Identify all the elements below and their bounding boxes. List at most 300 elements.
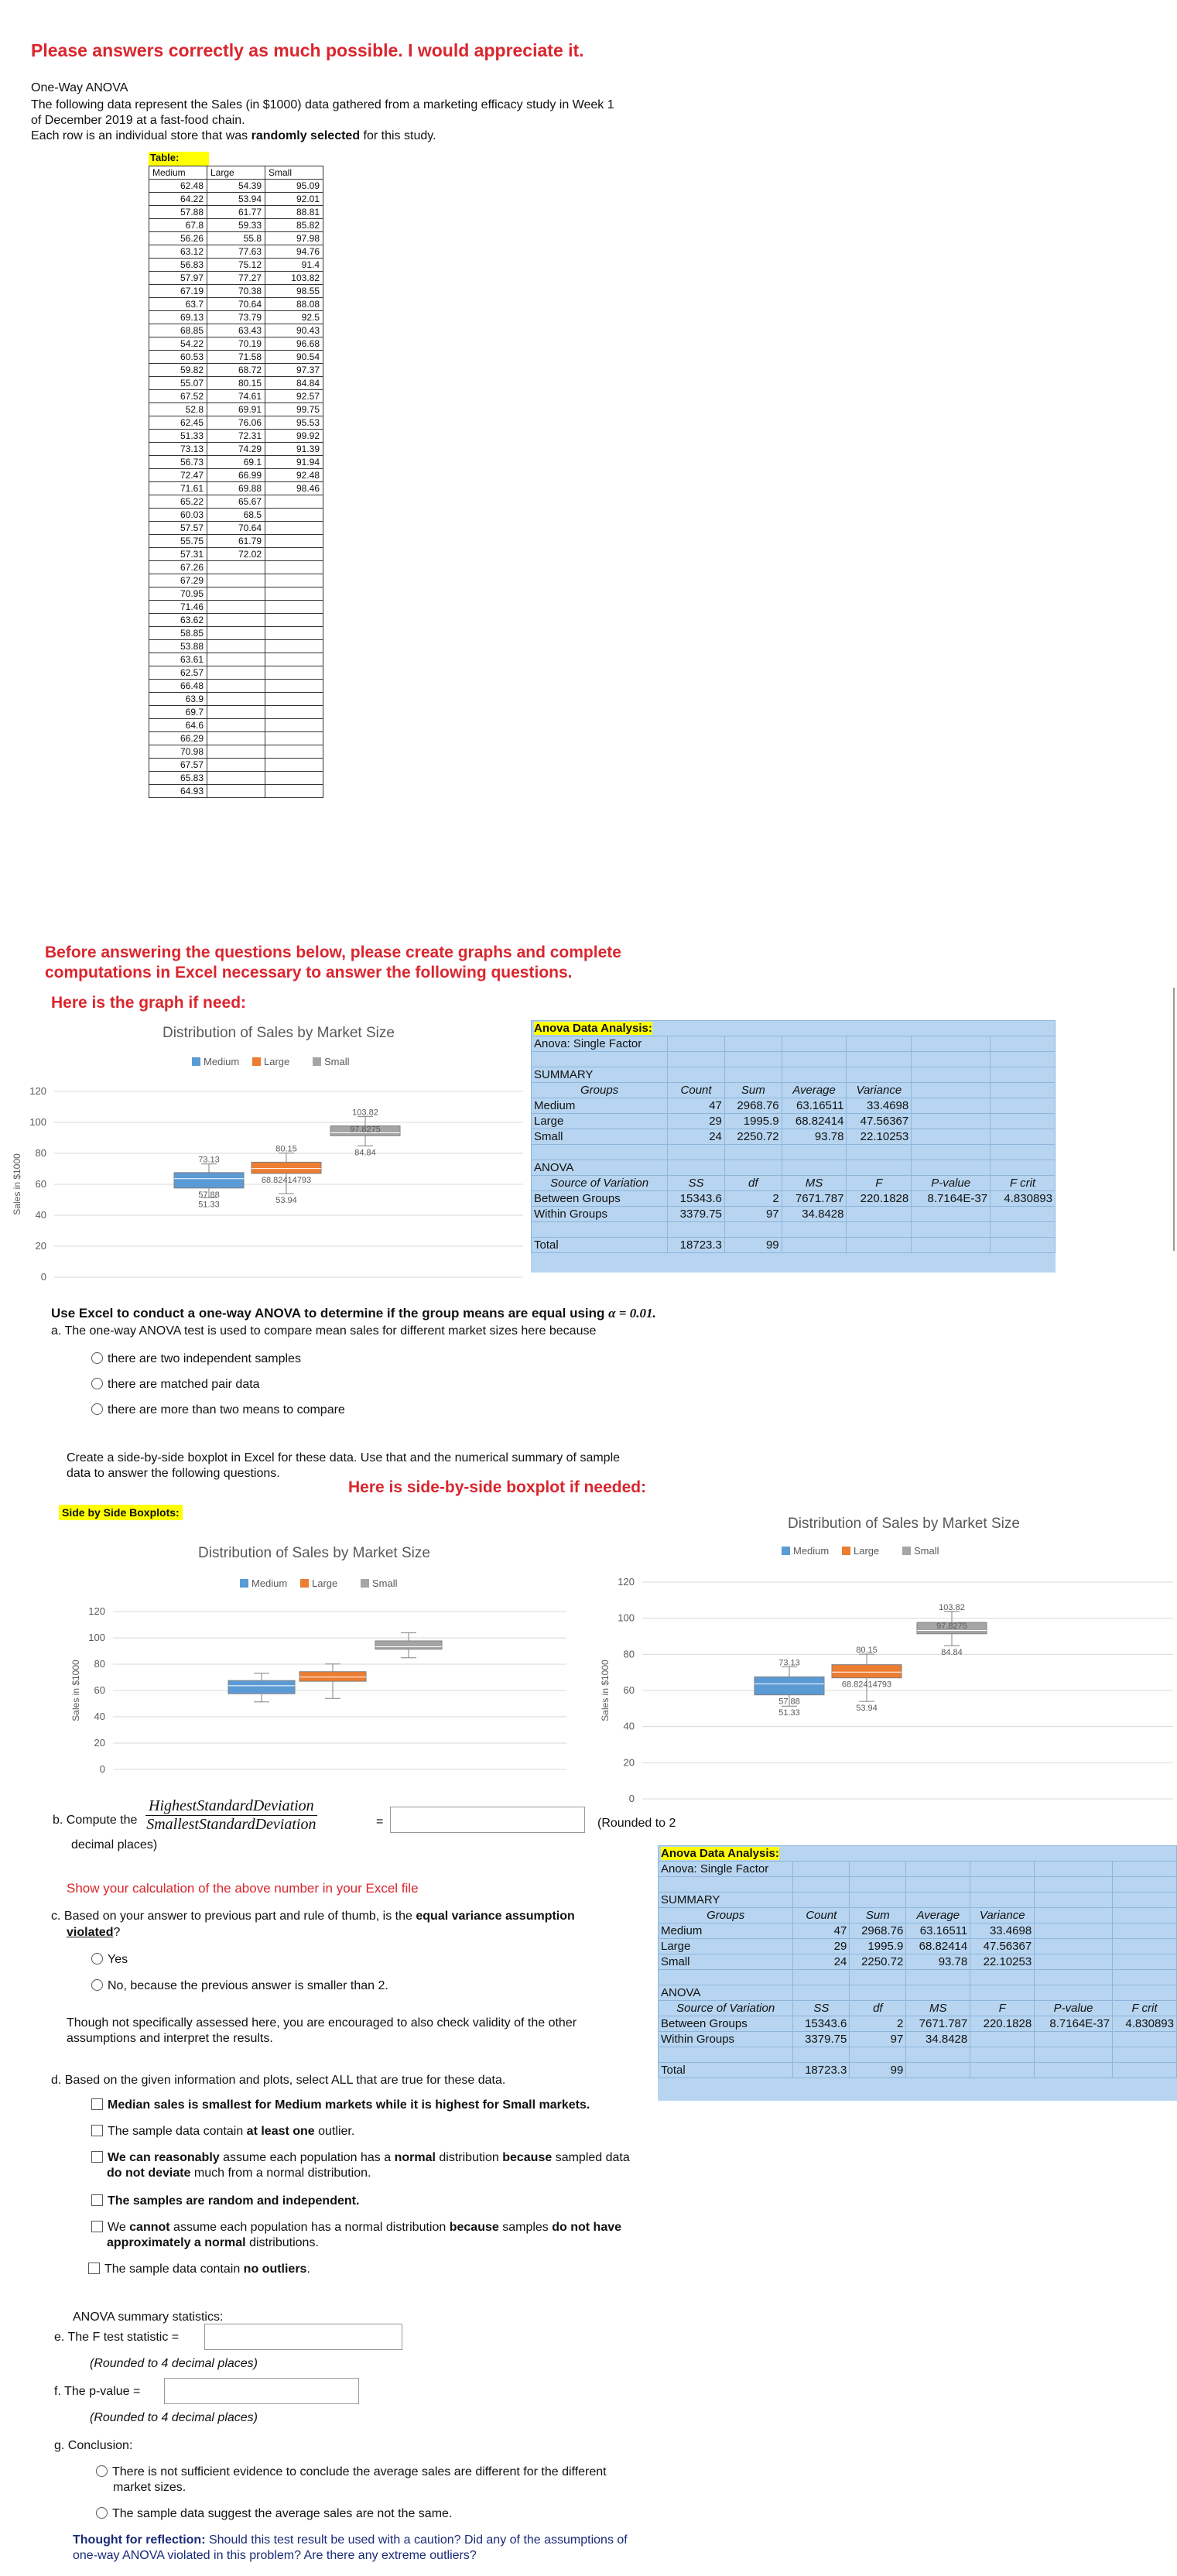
table-row (149, 456, 323, 469)
table-row (149, 430, 323, 443)
a-option-3[interactable]: there are more than two means to compare (91, 1403, 345, 1418)
table-row (149, 785, 323, 798)
anova-cell (1035, 2032, 1113, 2047)
anova-cell: F (970, 2001, 1035, 2016)
y-tick-label: 120 (618, 1576, 635, 1588)
anova-cell: 220.1828 (847, 1191, 912, 1207)
anova-cell: 22.10253 (847, 1129, 912, 1145)
anova-row (532, 1052, 1056, 1067)
d-option-5-cont: approximately a normal distributions. (107, 2236, 319, 2249)
table-row (149, 403, 323, 416)
checkbox-icon[interactable] (88, 2263, 100, 2274)
radio-icon[interactable] (91, 1953, 103, 1965)
table-row (149, 772, 323, 785)
table-cell: 80.15 (207, 377, 265, 390)
table-cell: 67.19 (149, 285, 207, 298)
box-medium (228, 1680, 295, 1694)
table-cell: 61.77 (207, 206, 265, 219)
table-cell: 57.88 (149, 206, 207, 219)
table-cell: 76.06 (207, 416, 265, 430)
table-cell: 55.75 (149, 535, 207, 548)
y-axis-label: Sales in $1000 (600, 1660, 611, 1721)
checkbox-icon[interactable] (91, 2098, 103, 2110)
anova-cell (1113, 2063, 1177, 2078)
table-cell: 74.29 (207, 443, 265, 456)
table-row (149, 324, 323, 337)
table-cell: 94.76 (265, 245, 323, 259)
table-cell: 65.22 (149, 495, 207, 509)
table-cell: 59.82 (149, 364, 207, 377)
table-header: Small (265, 166, 323, 180)
d-option-3-cont: do not deviate much from a normal distribution. (107, 2167, 371, 2180)
table-cell: 54.22 (149, 337, 207, 351)
table-cell: 61.79 (207, 535, 265, 548)
a-option-2[interactable]: there are matched pair data (91, 1377, 260, 1392)
anova-cell (1113, 1893, 1177, 1908)
table-cell (207, 706, 265, 719)
table-cell: 74.61 (207, 390, 265, 403)
anova-row (659, 1939, 1177, 1954)
y-tick-label: 100 (29, 1116, 46, 1128)
anova-cell (970, 1862, 1035, 1877)
anova-cell: Sum (850, 1908, 906, 1923)
anova-cell (991, 1207, 1056, 1222)
table-cell: 67.57 (149, 759, 207, 772)
table-row (149, 232, 323, 245)
table-row (149, 482, 323, 495)
table-cell (265, 640, 323, 653)
anova-cell (991, 1114, 1056, 1129)
checkbox-icon[interactable] (91, 2194, 103, 2206)
equals-sign: = (376, 1815, 384, 1828)
question-c: c. Based on your answer to previous part and rule of thumb, is the equal variance assumption (51, 1910, 575, 1923)
anova-cell: 29 (793, 1939, 850, 1954)
legend-swatch (902, 1547, 911, 1555)
anova-cell: Small (659, 1954, 793, 1970)
anova-cell: 47.56367 (847, 1114, 912, 1129)
table-cell: 68.72 (207, 364, 265, 377)
table-cell: 62.57 (149, 666, 207, 680)
c-option-yes[interactable]: Yes (91, 1952, 128, 1968)
box-large (299, 1672, 366, 1681)
table-cell (265, 522, 323, 535)
anova-cell (970, 2032, 1035, 2047)
anova-cell: 7671.787 (782, 1191, 847, 1207)
radio-icon[interactable] (91, 1378, 103, 1389)
legend-swatch (192, 1057, 200, 1066)
anova-cell: Small (532, 1129, 668, 1145)
box-large (832, 1665, 902, 1678)
table-row (149, 351, 323, 364)
table-header: Medium (149, 166, 207, 180)
table-cell: 91.4 (265, 259, 323, 272)
anova-cell (970, 1985, 1035, 2001)
table-row (149, 745, 323, 759)
table-row (149, 509, 323, 522)
table-cell: 88.81 (265, 206, 323, 219)
anova-row (532, 1176, 1056, 1191)
intro-line-1: The following data represent the Sales (in $1000) data gathered from a marketing efficacy study in Week 1 (31, 98, 614, 111)
anova-row (659, 2063, 1177, 2078)
anova-row (532, 1114, 1056, 1129)
f-statistic-input[interactable] (204, 2324, 402, 2350)
anova-cell: 99 (850, 2063, 906, 2078)
table-row (149, 416, 323, 430)
anova-cell: Between Groups (532, 1191, 668, 1207)
anova-cell (793, 1893, 850, 1908)
data-label: 84.84 (941, 1648, 963, 1658)
anova-row (659, 1908, 1177, 1923)
intro-line-2: of December 2019 at a fast-food chain. (31, 114, 245, 127)
table-header: Large (207, 166, 265, 180)
radio-icon[interactable] (91, 1352, 103, 1364)
f-rounded: (Rounded to 4 decimal places) (90, 2411, 258, 2424)
table-label: Table: (149, 152, 209, 166)
anova-cell (659, 1970, 793, 1985)
table-cell: 77.27 (207, 272, 265, 285)
legend-label: Large (854, 1545, 880, 1557)
radio-icon[interactable] (91, 1979, 103, 1991)
table-cell: 91.39 (265, 443, 323, 456)
chart-title: Distribution of Sales by Market Size (163, 1025, 395, 1041)
anova-cell (847, 1238, 912, 1253)
anova-row (532, 1083, 1056, 1098)
table-cell: 65.67 (207, 495, 265, 509)
table-cell (265, 785, 323, 798)
anova-cell (906, 1893, 970, 1908)
table-cell: 72.47 (149, 469, 207, 482)
anova-cell: Within Groups (659, 2032, 793, 2047)
anova-cell: Within Groups (532, 1207, 668, 1222)
table-cell: 57.97 (149, 272, 207, 285)
anova-cell: MS (906, 2001, 970, 2016)
anova-row (532, 1191, 1056, 1207)
table-cell: 67.29 (149, 574, 207, 587)
table-cell: 71.58 (207, 351, 265, 364)
anova-cell (1035, 2063, 1113, 2078)
data-label: 80.15 (856, 1645, 878, 1655)
anova-cell (912, 1114, 991, 1129)
anova-cell: 97 (850, 2032, 906, 2047)
d-option-3[interactable]: We can reasonably assume each population has a normal distribution because sampled data (91, 2150, 630, 2166)
table-cell: 75.12 (207, 259, 265, 272)
anova-cell (991, 1238, 1056, 1253)
anova-cell: SUMMARY (659, 1893, 793, 1908)
anova-cell (724, 1067, 782, 1083)
table-cell: 54.39 (207, 180, 265, 193)
table-cell: 64.22 (149, 193, 207, 206)
table-cell: 70.95 (149, 587, 207, 601)
data-label: 103.82 (352, 1108, 378, 1118)
anova-cell: SS (793, 2001, 850, 2016)
boxplot-instr-1: Create a side-by-side boxplot in Excel for these data. Use that and the numerical summary of sample (67, 1451, 621, 1464)
table-cell (265, 614, 323, 627)
anova-cell: Source of Variation (659, 2001, 793, 2016)
g-option-2[interactable]: The sample data suggest the average sales are not the same. (96, 2506, 452, 2522)
anova-cell: 47.56367 (970, 1939, 1035, 1954)
table-cell (207, 653, 265, 666)
anova-cell: Medium (532, 1098, 668, 1114)
table-cell (265, 587, 323, 601)
y-axis-label: Sales in $1000 (70, 1660, 81, 1721)
table-cell: 68.85 (149, 324, 207, 337)
table-cell: 73.79 (207, 311, 265, 324)
anova-cell: Variance (847, 1083, 912, 1098)
show-calc-note: Show your calculation of the above number in your Excel file (67, 1881, 419, 1896)
anova-cell (532, 1145, 668, 1160)
anova-cell: 34.8428 (906, 2032, 970, 2047)
data-table (149, 166, 323, 798)
anova-row (659, 1893, 1177, 1908)
table-cell (265, 653, 323, 666)
table-cell (265, 627, 323, 640)
checkbox-icon[interactable] (91, 2151, 103, 2163)
a-option-1[interactable]: there are two independent samples (91, 1351, 301, 1367)
anova-cell (782, 1160, 847, 1176)
table-cell: 99.75 (265, 403, 323, 416)
table-row (149, 337, 323, 351)
anova-cell: F crit (991, 1176, 1056, 1191)
y-tick-label: 0 (99, 1763, 105, 1775)
d-option-2[interactable]: The sample data contain at least one outlier. (91, 2124, 354, 2139)
anova-cell (668, 1036, 725, 1052)
checkbox-icon[interactable] (91, 2125, 103, 2136)
table-cell: 98.46 (265, 482, 323, 495)
radio-icon[interactable] (91, 1403, 103, 1415)
anova-cell (793, 2047, 850, 2063)
anova-cell: Total (659, 2063, 793, 2078)
anova-cell (1035, 2047, 1113, 2063)
table-cell (207, 614, 265, 627)
table-cell: 67.26 (149, 561, 207, 574)
data-label: 97.8275 (936, 1622, 967, 1632)
anova-cell (1035, 1970, 1113, 1985)
y-tick-label: 40 (623, 1720, 635, 1732)
table-row (149, 574, 323, 587)
table-cell: 85.82 (265, 219, 323, 232)
table-row (149, 693, 323, 706)
table-cell: 69.7 (149, 706, 207, 719)
table-cell: 103.82 (265, 272, 323, 285)
anova-row (659, 2047, 1177, 2063)
anova-cell: 68.82414 (782, 1114, 847, 1129)
anova-cell (991, 1222, 1056, 1238)
anova-cell: 34.8428 (782, 1207, 847, 1222)
anova-cell (970, 1877, 1035, 1893)
table-cell: 92.57 (265, 390, 323, 403)
anova-cell (793, 1877, 850, 1893)
g-option-1[interactable]: There is not sufficient evidence to conclude the average sales are different for the different (96, 2465, 607, 2480)
anova-cell (724, 1036, 782, 1052)
anova-cell (668, 1052, 725, 1067)
table-cell: 56.26 (149, 232, 207, 245)
y-tick-label: 20 (94, 1737, 105, 1749)
anova-cell: MS (782, 1176, 847, 1191)
p-value-input[interactable] (164, 2378, 359, 2404)
anova-cell: Anova: Single Factor (532, 1036, 668, 1052)
table-cell: 95.53 (265, 416, 323, 430)
y-tick-label: 0 (628, 1793, 635, 1804)
anova-cell (724, 1222, 782, 1238)
checkbox-icon[interactable] (91, 2221, 103, 2232)
anova-cell: 24 (793, 1954, 850, 1970)
anova-cell (850, 1877, 906, 1893)
anova-cell (724, 1145, 782, 1160)
g-option-1-cont: market sizes. (113, 2481, 186, 2494)
b-rounded: (Rounded to 2 (597, 1817, 676, 1830)
y-tick-label: 40 (94, 1711, 105, 1722)
table-row (149, 706, 323, 719)
table-cell (265, 561, 323, 574)
anova-cell: 15343.6 (668, 1191, 725, 1207)
y-tick-label: 60 (35, 1178, 46, 1190)
anova-row (532, 1238, 1056, 1253)
data-label: 97.8275 (350, 1125, 381, 1135)
legend-swatch (782, 1547, 790, 1555)
anova-row (532, 1207, 1056, 1222)
anova-cell: 3379.75 (668, 1207, 725, 1222)
anova-cell: 1995.9 (724, 1114, 782, 1129)
table-row (149, 298, 323, 311)
boxplot-note: Here is side-by-side boxplot if needed: (348, 1478, 647, 1496)
table-cell (265, 535, 323, 548)
anova-row (659, 1862, 1177, 1877)
page-title: Please answers correctly as much possible. I would appreciate it. (31, 40, 584, 60)
table-cell (207, 627, 265, 640)
anova-cell (1035, 1877, 1113, 1893)
table-row (149, 364, 323, 377)
table-cell: 63.12 (149, 245, 207, 259)
anova-cell (847, 1145, 912, 1160)
table-cell: 72.31 (207, 430, 265, 443)
anova-cell: 220.1828 (970, 2016, 1035, 2032)
table-cell: 60.53 (149, 351, 207, 364)
data-label: 51.33 (778, 1708, 800, 1718)
d-option-4[interactable]: The samples are random and independent. (91, 2194, 359, 2209)
table-cell (265, 574, 323, 587)
legend-swatch (252, 1057, 261, 1066)
y-tick-label: 120 (88, 1605, 105, 1617)
legend-swatch (240, 1579, 248, 1588)
question-d: d. Based on the given information and plots, select ALL that are true for these data. (51, 2074, 506, 2087)
boxplot-instr-2: data to answer the following questions. (67, 1467, 280, 1480)
anova-cell: 63.16511 (782, 1098, 847, 1114)
anova-cell (1113, 2032, 1177, 2047)
data-label: 68.82414793 (841, 1680, 892, 1690)
anova-cell: Groups (532, 1083, 668, 1098)
anova-row (659, 1954, 1177, 1970)
anova-cell (912, 1238, 991, 1253)
table-cell: 66.99 (207, 469, 265, 482)
before-note-2: computations in Excel necessary to answer the following questions. (45, 964, 573, 981)
d-option-5[interactable]: We cannot assume each population has a normal distribution because samples do not have (91, 2220, 621, 2235)
anova-cell: Large (532, 1114, 668, 1129)
anova-cell (724, 1160, 782, 1176)
anova-cell: Average (782, 1083, 847, 1098)
table-cell: 84.84 (265, 377, 323, 390)
table-cell: 90.43 (265, 324, 323, 337)
anova-cell (906, 1985, 970, 2001)
anova-cell (850, 2047, 906, 2063)
anova-title: Anova Data Analysis: (534, 1022, 652, 1035)
table-row (149, 561, 323, 574)
table-cell: 92.48 (265, 469, 323, 482)
anova-cell: df (850, 2001, 906, 2016)
anova-cell: 68.82414 (906, 1939, 970, 1954)
y-tick-label: 80 (623, 1648, 635, 1660)
table-cell: 56.73 (149, 456, 207, 469)
anova-cell: 18723.3 (793, 2063, 850, 2078)
question-e: e. The F test statistic = (54, 2331, 180, 2344)
legend-swatch (300, 1579, 309, 1588)
table-cell: 97.98 (265, 232, 323, 245)
anova-cell: 7671.787 (906, 2016, 970, 2032)
anova-cell: 2 (724, 1191, 782, 1207)
table-cell: 95.09 (265, 180, 323, 193)
table-cell (265, 666, 323, 680)
d-option-6[interactable]: The sample data contain no outliers. (88, 2262, 310, 2277)
data-label: 80.15 (275, 1144, 297, 1154)
anova-cell (1035, 1893, 1113, 1908)
y-tick-label: 60 (94, 1684, 105, 1696)
anova-cell: SS (668, 1176, 725, 1191)
anova-cell: ANOVA (532, 1160, 668, 1176)
anova-cell (532, 1222, 668, 1238)
anova-cell (912, 1145, 991, 1160)
scrollbar[interactable] (1173, 988, 1175, 1251)
anova-cell: P-value (1035, 2001, 1113, 2016)
anova-cell: 2968.76 (724, 1098, 782, 1114)
y-tick-label: 100 (618, 1612, 635, 1624)
sd-ratio-fraction: HighestStandardDeviation SmallestStandardDeviation (146, 1797, 316, 1833)
anova-cell: 22.10253 (970, 1954, 1035, 1970)
legend-label: Small (372, 1577, 398, 1589)
anova-cell (912, 1222, 991, 1238)
table-cell: 73.13 (149, 443, 207, 456)
table-cell (207, 640, 265, 653)
table-row (149, 522, 323, 535)
anova-cell: Medium (659, 1923, 793, 1939)
d-option-1[interactable]: Median sales is smallest for Medium markets while it is highest for Small markets. (91, 2098, 590, 2113)
anova-cell: 2250.72 (850, 1954, 906, 1970)
radio-icon[interactable] (96, 2507, 108, 2519)
c-option-no[interactable]: No, because the previous answer is smaller than 2. (91, 1978, 388, 1994)
anova-cell (970, 2063, 1035, 2078)
question-intro: Use Excel to conduct a one-way ANOVA to determine if the group means are equal using α = 0.01. (51, 1306, 656, 1321)
anova-cell (724, 1052, 782, 1067)
intro-line-3: Each row is an individual store that was randomly selected for this study. (31, 129, 436, 142)
anova-cell (912, 1083, 991, 1098)
radio-icon[interactable] (96, 2465, 108, 2477)
anova-cell (912, 1160, 991, 1176)
table-cell (265, 719, 323, 732)
table-row (149, 601, 323, 614)
sd-ratio-input[interactable] (390, 1807, 585, 1833)
table-cell: 71.61 (149, 482, 207, 495)
anova-cell: 2250.72 (724, 1129, 782, 1145)
anova-cell (991, 1160, 1056, 1176)
y-tick-label: 20 (35, 1240, 46, 1252)
table-row (149, 285, 323, 298)
table-row (149, 640, 323, 653)
table-cell: 63.61 (149, 653, 207, 666)
anova-link[interactable]: One-Way ANOVA (31, 81, 128, 94)
table-cell (265, 680, 323, 693)
anova-cell (1035, 1908, 1113, 1923)
table-cell: 70.98 (149, 745, 207, 759)
anova-cell (1113, 1985, 1177, 2001)
anova-row (532, 1036, 1056, 1052)
